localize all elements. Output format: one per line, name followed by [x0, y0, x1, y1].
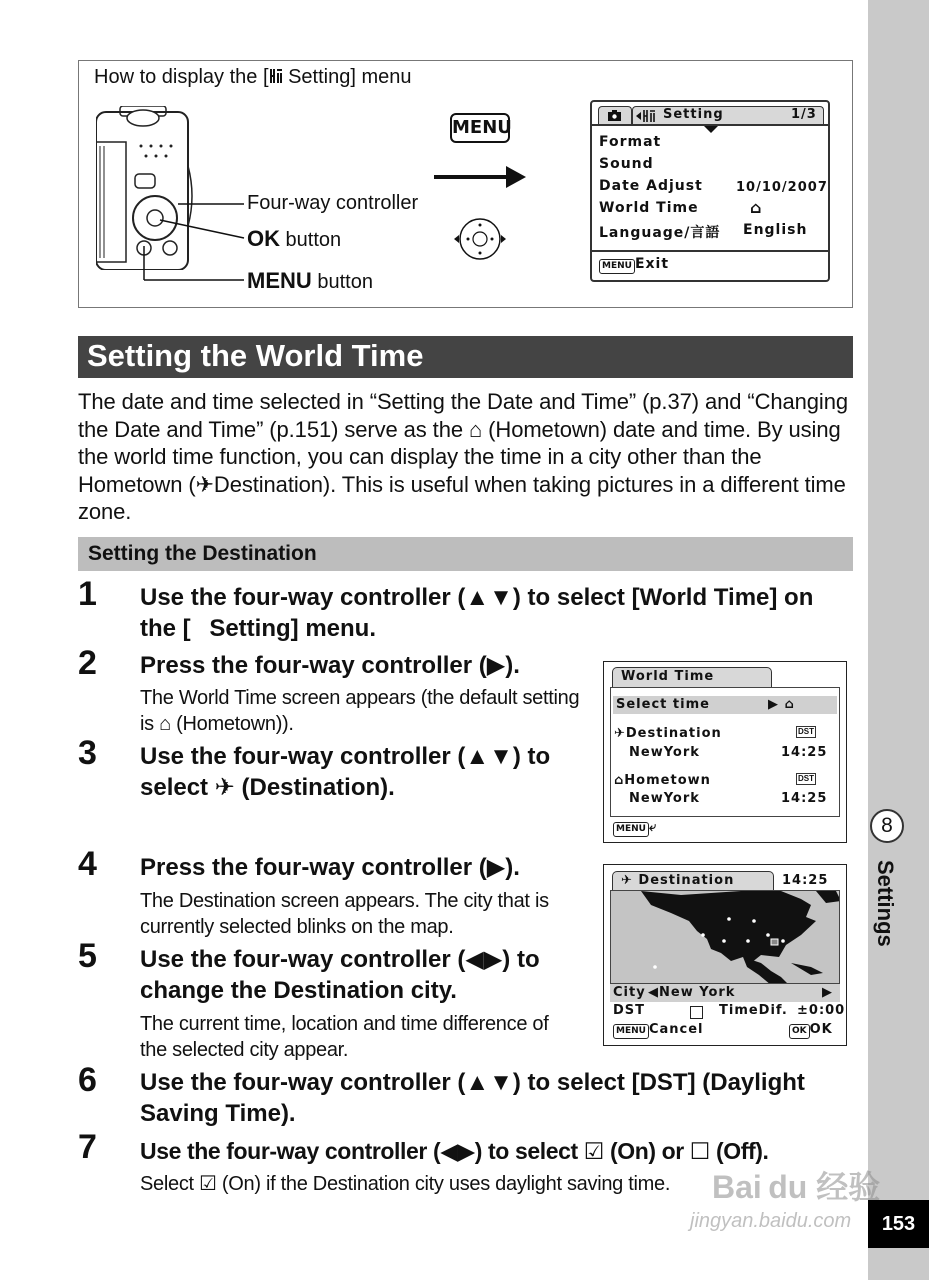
cancel-label: Cancel	[648, 1022, 704, 1037]
dst-checkbox[interactable]	[690, 1006, 703, 1019]
setting-tab-label: Setting	[663, 107, 724, 122]
destination-city: NewYork	[629, 745, 700, 760]
step-4-number: 4	[78, 845, 97, 883]
step-5-text: Use the four-way controller (◀▶) to change the Destination city.	[140, 946, 540, 1004]
menu-key-icon: MENU	[599, 259, 635, 274]
menu-item-language[interactable]: Language/言語	[599, 225, 721, 241]
menu-key-icon: MENU	[450, 113, 510, 143]
wrench-icon	[269, 68, 283, 85]
destination-time: 14:25	[781, 745, 828, 760]
destination-label[interactable]: ✈Destination	[614, 726, 722, 741]
menu-key-icon: MENU	[613, 1024, 649, 1039]
four-way-controller-icon	[452, 216, 508, 262]
step-3-text: Use the four-way controller (▲▼) to select ✈ (Destination).	[140, 743, 551, 801]
select-time-label: Select time	[616, 697, 710, 712]
step-6-number: 6	[78, 1061, 97, 1099]
subsection-title: Setting the Destination	[78, 537, 853, 571]
city-next-arrow-icon[interactable]: ▶	[822, 985, 833, 1000]
chapter-label	[869, 860, 903, 970]
hometown-city: NewYork	[629, 791, 700, 806]
step-4-text: Press the four-way controller (▶).	[140, 854, 520, 881]
step-2-number: 2	[78, 644, 97, 682]
right-arrow-icon	[432, 163, 528, 191]
step-5-desc: The current time, location and time difference of the selected city appear.	[140, 1013, 549, 1061]
north-america-map	[611, 891, 840, 984]
language-value: English	[743, 222, 808, 238]
page-number: 153	[868, 1200, 929, 1248]
step-4-desc: The Destination screen appears. The city that is currently selected blinks on the map.	[140, 890, 549, 938]
step-3-number: 3	[78, 734, 97, 772]
timedif-value: ±0:00	[797, 1003, 846, 1018]
city-selector-row[interactable]	[610, 984, 840, 1002]
date-adjust-value: 10/10/2007	[736, 180, 828, 195]
four-way-controller-label: Four-way controller	[247, 192, 419, 214]
step-2-desc: The World Time screen appears (the default setting is ⌂ (Hometown)).	[140, 687, 580, 735]
setting-tab	[632, 106, 824, 124]
menu-item-date-adjust[interactable]: Date Adjust	[599, 178, 703, 194]
watermark-url: jingyan.baidu.com	[690, 1210, 852, 1232]
chapter-side-tab	[868, 0, 929, 1280]
exit-hint	[599, 256, 669, 274]
ok-button-label: OK button	[247, 226, 342, 251]
setting-page-indicator: 1/3	[791, 107, 817, 122]
wrench-icon	[635, 109, 657, 123]
scroll-down-icon	[704, 126, 718, 134]
step-5-number: 5	[78, 937, 97, 975]
chapter-label-text: Settings	[873, 860, 898, 947]
dst-label: DST	[613, 1003, 646, 1018]
hometown-label[interactable]: ⌂Hometown	[614, 773, 711, 788]
step-2-text: Press the four-way controller (▶).	[140, 652, 520, 679]
callout-lines	[140, 190, 250, 290]
select-time-row[interactable]	[613, 696, 837, 714]
step-6-text: Use the four-way controller (▲▼) to select [DST] (Daylight Saving Time).	[140, 1069, 805, 1127]
menu-item-world-time[interactable]: World Time	[599, 200, 699, 216]
hometown-time: 14:25	[781, 791, 828, 806]
back-hint	[613, 820, 657, 837]
step-1-number: 1	[78, 575, 97, 613]
ok-label: OK	[809, 1022, 833, 1037]
city-label: City	[613, 985, 646, 1000]
world-time-screen	[603, 661, 847, 843]
destination-screen-time: 14:25	[782, 873, 829, 888]
destination-screen	[603, 864, 847, 1046]
camera-tab-icon	[598, 106, 632, 124]
world-map	[610, 890, 840, 984]
menu-item-format[interactable]: Format	[599, 134, 662, 150]
back-arrow-icon: ⤶	[648, 820, 658, 835]
dst-off-badge: DST	[798, 774, 814, 783]
box-title: How to display the [ Setting] menu	[94, 66, 412, 88]
watermark-logo: Bai du 经验	[712, 1169, 881, 1205]
menu-item-sound[interactable]: Sound	[599, 156, 654, 172]
step-7-text: Use the four-way controller (◀▶) to select ☑ (On) or ☐ (Off).	[140, 1138, 769, 1164]
ok-key-icon: OK	[789, 1024, 810, 1039]
destination-tab: ✈ Destination	[612, 871, 774, 891]
timedif-label: TimeDif.	[719, 1003, 788, 1018]
setting-menu-screen	[590, 100, 830, 282]
step-1-text: Use the four-way controller (▲▼) to select [World Time] on the [ Setting] menu.	[140, 584, 814, 642]
home-icon: ⌂	[750, 198, 763, 217]
select-time-value: ▶ ⌂	[768, 697, 795, 712]
menu-key-icon: MENU	[613, 822, 649, 837]
step-7-number: 7	[78, 1128, 97, 1166]
ok-hint	[789, 1022, 833, 1039]
city-value[interactable]: ◀New York	[648, 985, 736, 1000]
step-7-desc: Select ☑ (On) if the Destination city uses daylight saving time.	[140, 1173, 671, 1195]
dst-off-badge: DST	[798, 727, 814, 736]
chapter-number-badge: 8	[870, 809, 904, 843]
cancel-hint	[613, 1022, 704, 1039]
section-title: Setting the World Time	[78, 336, 853, 378]
world-time-tab: World Time	[612, 667, 772, 687]
exit-label: Exit	[634, 256, 670, 272]
menu-button-label: MENU button	[247, 268, 373, 293]
intro-paragraph: The date and time selected in “Setting the Date and Time” (p.37) and “Changing the Date and Time” (p.151) serve as the ⌂ (Hometown) date and time. By using the world time function, you can display the time in a city other than the Hometown (✈Destination). This is useful when taking pictures in a different time zone.	[78, 389, 848, 524]
